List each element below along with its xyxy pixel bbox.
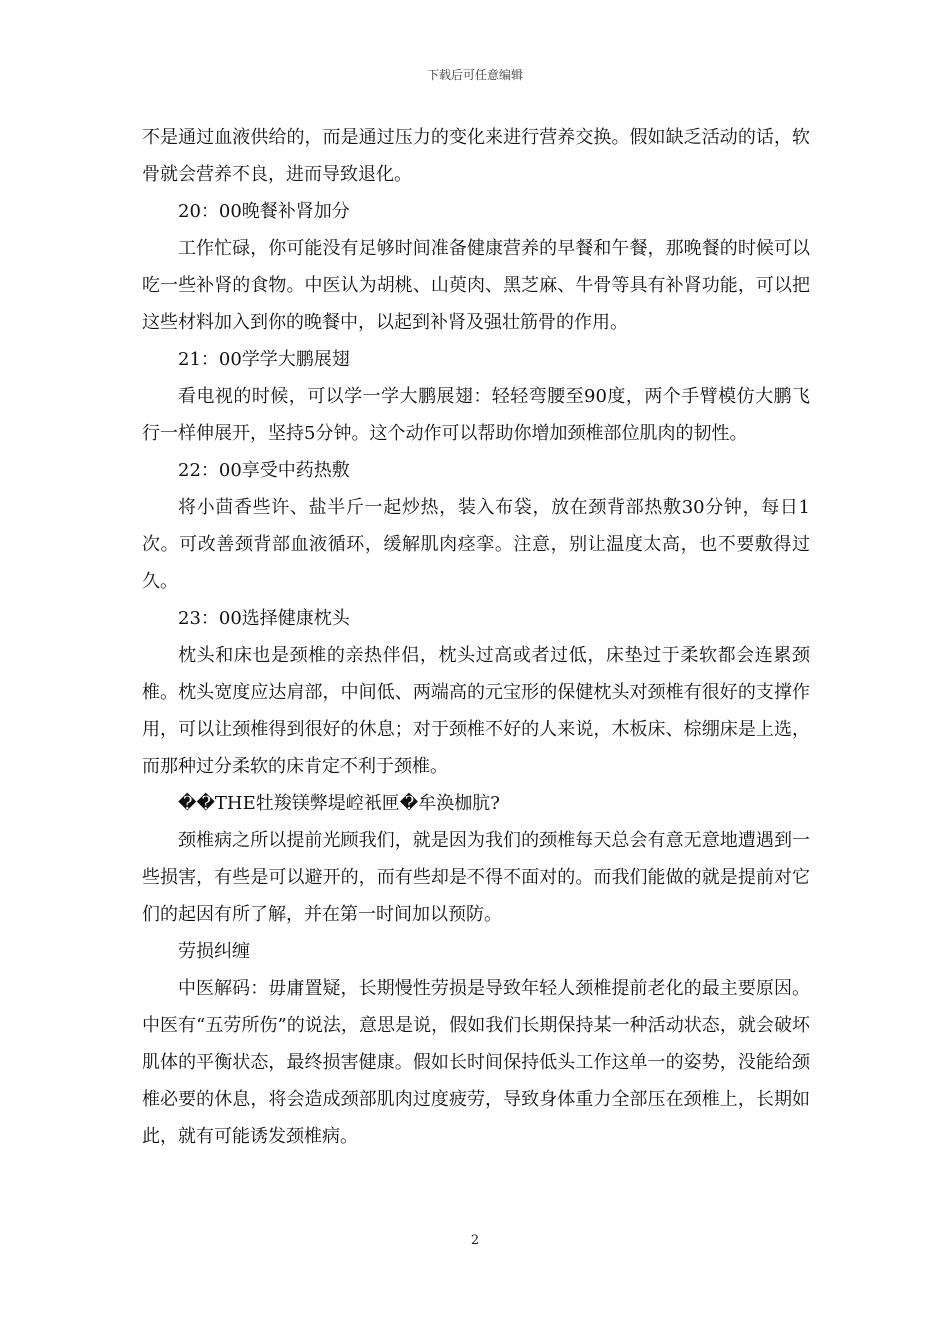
paragraph: 看电视的时候，可以学一学大鹏展翅：轻轻弯腰至90度，两个手臂模仿大鹏飞行一样伸展开，坚持5分钟。这个动作可以帮助你增加颈椎部位肌肉的韧性。	[142, 386, 810, 444]
paragraph: 工作忙碌，你可能没有足够时间准备健康营养的早餐和午餐，那晚餐的时候可以吃一些补肾的食物。中医认为胡桃、山萸肉、黑芝麻、牛骨等具有补肾功能，可以把这些材料加入到你的晚餐中，以起到补肾及强壮筋骨的作用。	[142, 238, 810, 333]
paragraph: 枕头和床也是颈椎的亲热伴侣，枕头过高或者过低，床垫过于柔软都会连累颈椎。枕头宽度应达肩部，中间低、两端高的元宝形的保健枕头对颈椎有很好的支撑作用，可以让颈椎得到很好的休息；对于颈椎不好的人来说，木板床、棕绷床是上选，而那种过分柔软的床肯定不利于颈椎。	[142, 645, 810, 777]
section-heading-2000: 20：00晚餐补肾加分	[178, 201, 350, 222]
paragraph-continued: 不是通过血液供给的，而是通过压力的变化来进行营养交换。假如缺乏活动的话，软骨就会营养不良，进而导致退化。	[142, 127, 810, 185]
section-heading-2100: 21：00学学大鹏展翅	[178, 349, 350, 370]
page-header: 下载后可任意编辑	[426, 68, 523, 82]
section-heading-garbled: ��THE牡羧镁弊堤崆衹匣�牟涣枷肮?	[178, 793, 500, 814]
document-body	[142, 119, 810, 1155]
paragraph: 将小茴香些许、盐半斤一起炒热，装入布袋，放在颈背部热敷30分钟，每日1次。可改善颈背部血液循环，缓解肌肉痉挛。注意，别让温度太高，也不要敷得过久。	[142, 497, 810, 592]
section-heading-strain: 劳损纠缠	[178, 941, 250, 962]
page-number: 2	[470, 1233, 480, 1248]
paragraph: 中医解码：毋庸置疑，长期慢性劳损是导致年轻人颈椎提前老化的最主要原因。中医有“五劳所伤”的说法，意思是说，假如我们长期保持某一种活动状态，就会破坏肌体的平衡状态，最终损害健康。假如长时间保持低头工作这单一的姿势，没能给颈椎必要的休息，将会造成颈部肌肉过度疲劳，导致身体重力全部压在颈椎上，长期如此，就有可能诱发颈椎病。	[142, 978, 810, 1147]
paragraph: 颈椎病之所以提前光顾我们，就是因为我们的颈椎每天总会有意无意地遭遇到一些损害，有些是可以避开的，而有些却是不得不面对的。而我们能做的就是提前对它们的起因有所了解，并在第一时间加以预防。	[142, 830, 810, 925]
section-heading-2200: 22：00享受中药热敷	[178, 460, 350, 481]
section-heading-2300: 23：00选择健康枕头	[178, 608, 350, 629]
